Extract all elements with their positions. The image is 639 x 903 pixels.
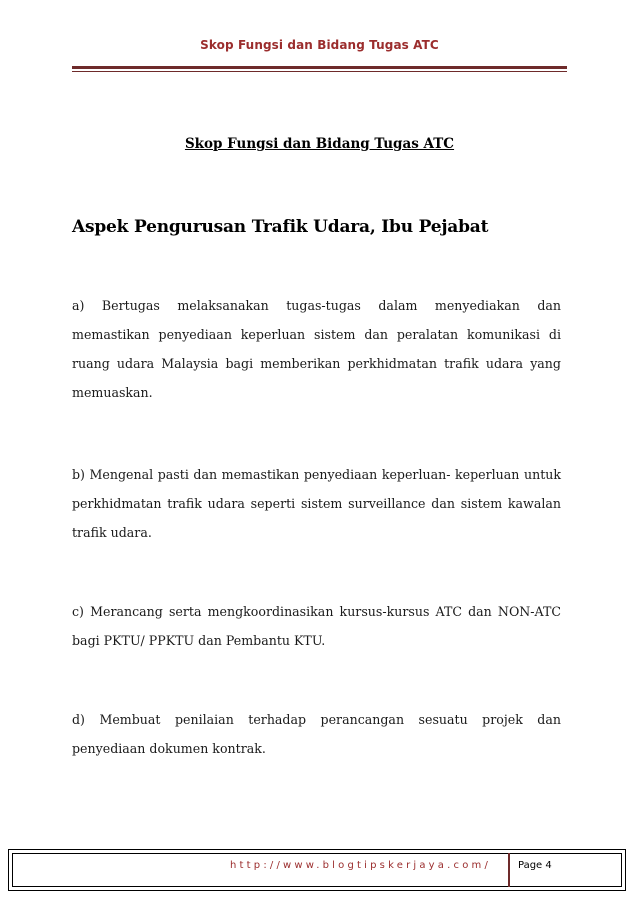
header-rule-thin	[72, 71, 567, 72]
document-title: Skop Fungsi dan Bidang Tugas ATC	[184, 136, 455, 152]
paragraph-a: a) Bertugas melaksanakan tugas-tugas dalam menyediakan dan memastikan penyediaan keperluan sistem dan peralatan komunikasi di ruang udara Malaysia bagi memberikan perkhidmatan trafik udara yang memuaskan.	[72, 298, 561, 400]
footer-url-link[interactable]: http://www.blogtipskerjaya.com/	[230, 860, 492, 871]
paragraph-c: c) Merancang serta mengkoordinasikan kursus-kursus ATC dan NON-ATC bagi PKTU/ PPKTU dan Pembantu KTU.	[72, 604, 561, 648]
footer-page-number: Page 4	[518, 860, 552, 871]
footer-divider	[508, 853, 510, 887]
header-rule-thick	[72, 66, 567, 69]
paragraph-d: d) Membuat penilaian terhadap perancangan sesuatu projek dan penyediaan dokumen kontrak.	[72, 712, 561, 756]
paragraph-b: b) Mengenal pasti dan memastikan penyediaan keperluan- keperluan untuk perkhidmatan trafik udara seperti sistem surveillance dan sistem kawalan trafik udara.	[72, 467, 561, 540]
section-heading: Aspek Pengurusan Trafik Udara, Ibu Pejabat	[72, 217, 489, 237]
running-header-title: Skop Fungsi dan Bidang Tugas ATC	[200, 38, 439, 52]
